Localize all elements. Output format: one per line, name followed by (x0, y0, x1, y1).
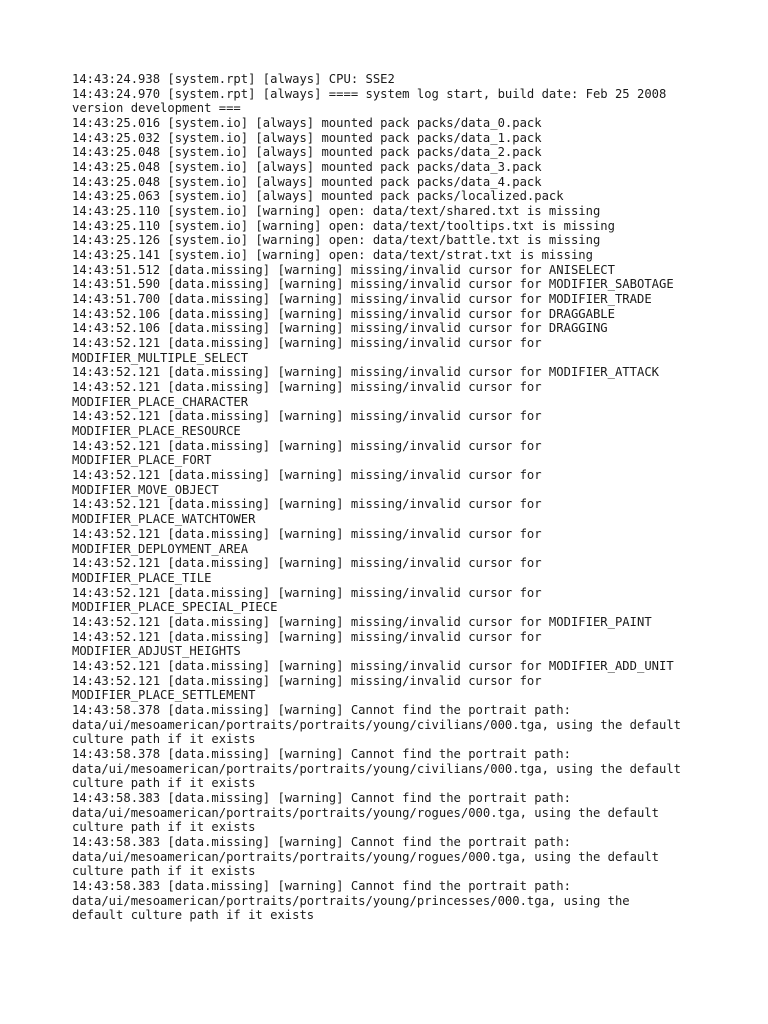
log-line: 14:43:58.383 [data.missing] [warning] Cannot find the portrait path: (72, 878, 571, 893)
log-line: 14:43:51.700 [data.missing] [warning] missing/invalid cursor for MODIFIER_TRADE (72, 292, 652, 307)
log-line: MODIFIER_MOVE_OBJECT (72, 482, 219, 497)
log-line: culture path if it exists (72, 820, 256, 835)
log-line: data/ui/mesoamerican/portraits/portraits/young/rogues/000.tga, using the default (72, 805, 659, 820)
log-line: 14:43:58.378 [data.missing] [warning] Cannot find the portrait path: (72, 746, 571, 761)
log-document (72, 72, 732, 923)
log-line: 14:43:25.063 [system.io] [always] mounted pack packs/localized.pack (72, 189, 564, 204)
log-line: 14:43:52.121 [data.missing] [warning] missing/invalid cursor for (72, 438, 542, 453)
log-line: 14:43:52.121 [data.missing] [warning] missing/invalid cursor for MODIFIER_ADD_UNIT (72, 658, 674, 673)
log-line: 14:43:25.110 [system.io] [warning] open: data/text/shared.txt is missing (72, 204, 601, 219)
log-line: 14:43:52.121 [data.missing] [warning] missing/invalid cursor for (72, 585, 542, 600)
log-line: culture path if it exists (72, 732, 256, 747)
log-line: 14:43:24.970 [system.rpt] [always] ==== system log start, build date: Feb 25 2008 (72, 86, 667, 101)
log-line: 14:43:52.121 [data.missing] [warning] missing/invalid cursor for (72, 629, 542, 644)
log-line: data/ui/mesoamerican/portraits/portraits/young/rogues/000.tga, using the default (72, 849, 659, 864)
log-line: data/ui/mesoamerican/portraits/portraits/young/civilians/000.tga, using the default (72, 717, 682, 732)
log-line: 14:43:52.121 [data.missing] [warning] missing/invalid cursor for (72, 409, 542, 424)
log-line: 14:43:25.048 [system.io] [always] mounted pack packs/data_2.pack (72, 145, 542, 160)
log-line: culture path if it exists (72, 776, 256, 791)
log-line: MODIFIER_PLACE_TILE (72, 570, 212, 585)
log-line: 14:43:51.512 [data.missing] [warning] missing/invalid cursor for ANISELECT (72, 262, 615, 277)
log-line: 14:43:24.938 [system.rpt] [always] CPU: SSE2 (72, 72, 395, 86)
log-line: 14:43:25.048 [system.io] [always] mounted pack packs/data_4.pack (72, 174, 542, 189)
log-line: MODIFIER_PLACE_CHARACTER (72, 394, 249, 409)
log-line: 14:43:51.590 [data.missing] [warning] missing/invalid cursor for MODIFIER_SABOTAGE (72, 277, 674, 292)
log-line: 14:43:52.106 [data.missing] [warning] missing/invalid cursor for DRAGGABLE (72, 306, 615, 321)
log-line: 14:43:52.106 [data.missing] [warning] missing/invalid cursor for DRAGGING (72, 321, 608, 336)
log-line: default culture path if it exists (72, 908, 315, 923)
log-line: 14:43:25.126 [system.io] [warning] open: data/text/battle.txt is missing (72, 233, 601, 248)
log-line: 14:43:52.121 [data.missing] [warning] missing/invalid cursor for (72, 380, 542, 395)
log-line: data/ui/mesoamerican/portraits/portraits/young/princesses/000.tga, using the (72, 893, 630, 908)
log-line: MODIFIER_PLACE_SETTLEMENT (72, 688, 256, 703)
log-line: 14:43:52.121 [data.missing] [warning] missing/invalid cursor for (72, 497, 542, 512)
log-line: version development === (72, 101, 241, 116)
log-line: 14:43:25.141 [system.io] [warning] open: data/text/strat.txt is missing (72, 248, 593, 263)
log-line: 14:43:25.016 [system.io] [always] mounted pack packs/data_0.pack (72, 116, 542, 131)
log-line: 14:43:25.032 [system.io] [always] mounted pack packs/data_1.pack (72, 130, 542, 145)
log-line: MODIFIER_ADJUST_HEIGHTS (72, 644, 241, 659)
log-line: MODIFIER_PLACE_RESOURCE (72, 424, 241, 439)
log-line: 14:43:52.121 [data.missing] [warning] missing/invalid cursor for MODIFIER_ATTACK (72, 365, 659, 380)
log-line: 14:43:52.121 [data.missing] [warning] missing/invalid cursor for MODIFIER_PAINT (72, 614, 652, 629)
log-line: MODIFIER_PLACE_WATCHTOWER (72, 512, 256, 527)
log-line: 14:43:52.121 [data.missing] [warning] missing/invalid cursor for (72, 468, 542, 483)
log-line: 14:43:52.121 [data.missing] [warning] missing/invalid cursor for (72, 673, 542, 688)
log-line: 14:43:58.378 [data.missing] [warning] Cannot find the portrait path: (72, 702, 571, 717)
log-line: 14:43:25.110 [system.io] [warning] open: data/text/tooltips.txt is missing (72, 218, 615, 233)
log-line: 14:43:52.121 [data.missing] [warning] missing/invalid cursor for (72, 556, 542, 571)
log-line: 14:43:58.383 [data.missing] [warning] Cannot find the portrait path: (72, 834, 571, 849)
log-line: 14:43:52.121 [data.missing] [warning] missing/invalid cursor for (72, 526, 542, 541)
log-line: 14:43:52.121 [data.missing] [warning] missing/invalid cursor for (72, 336, 542, 351)
log-line: MODIFIER_PLACE_SPECIAL_PIECE (72, 600, 278, 615)
log-line: data/ui/mesoamerican/portraits/portraits/young/civilians/000.tga, using the default (72, 761, 682, 776)
log-line: MODIFIER_DEPLOYMENT_AREA (72, 541, 249, 556)
log-line: culture path if it exists (72, 864, 256, 879)
log-line: MODIFIER_MULTIPLE_SELECT (72, 350, 249, 365)
log-line: 14:43:58.383 [data.missing] [warning] Cannot find the portrait path: (72, 790, 571, 805)
log-line: 14:43:25.048 [system.io] [always] mounted pack packs/data_3.pack (72, 160, 542, 175)
log-line: MODIFIER_PLACE_FORT (72, 453, 212, 468)
